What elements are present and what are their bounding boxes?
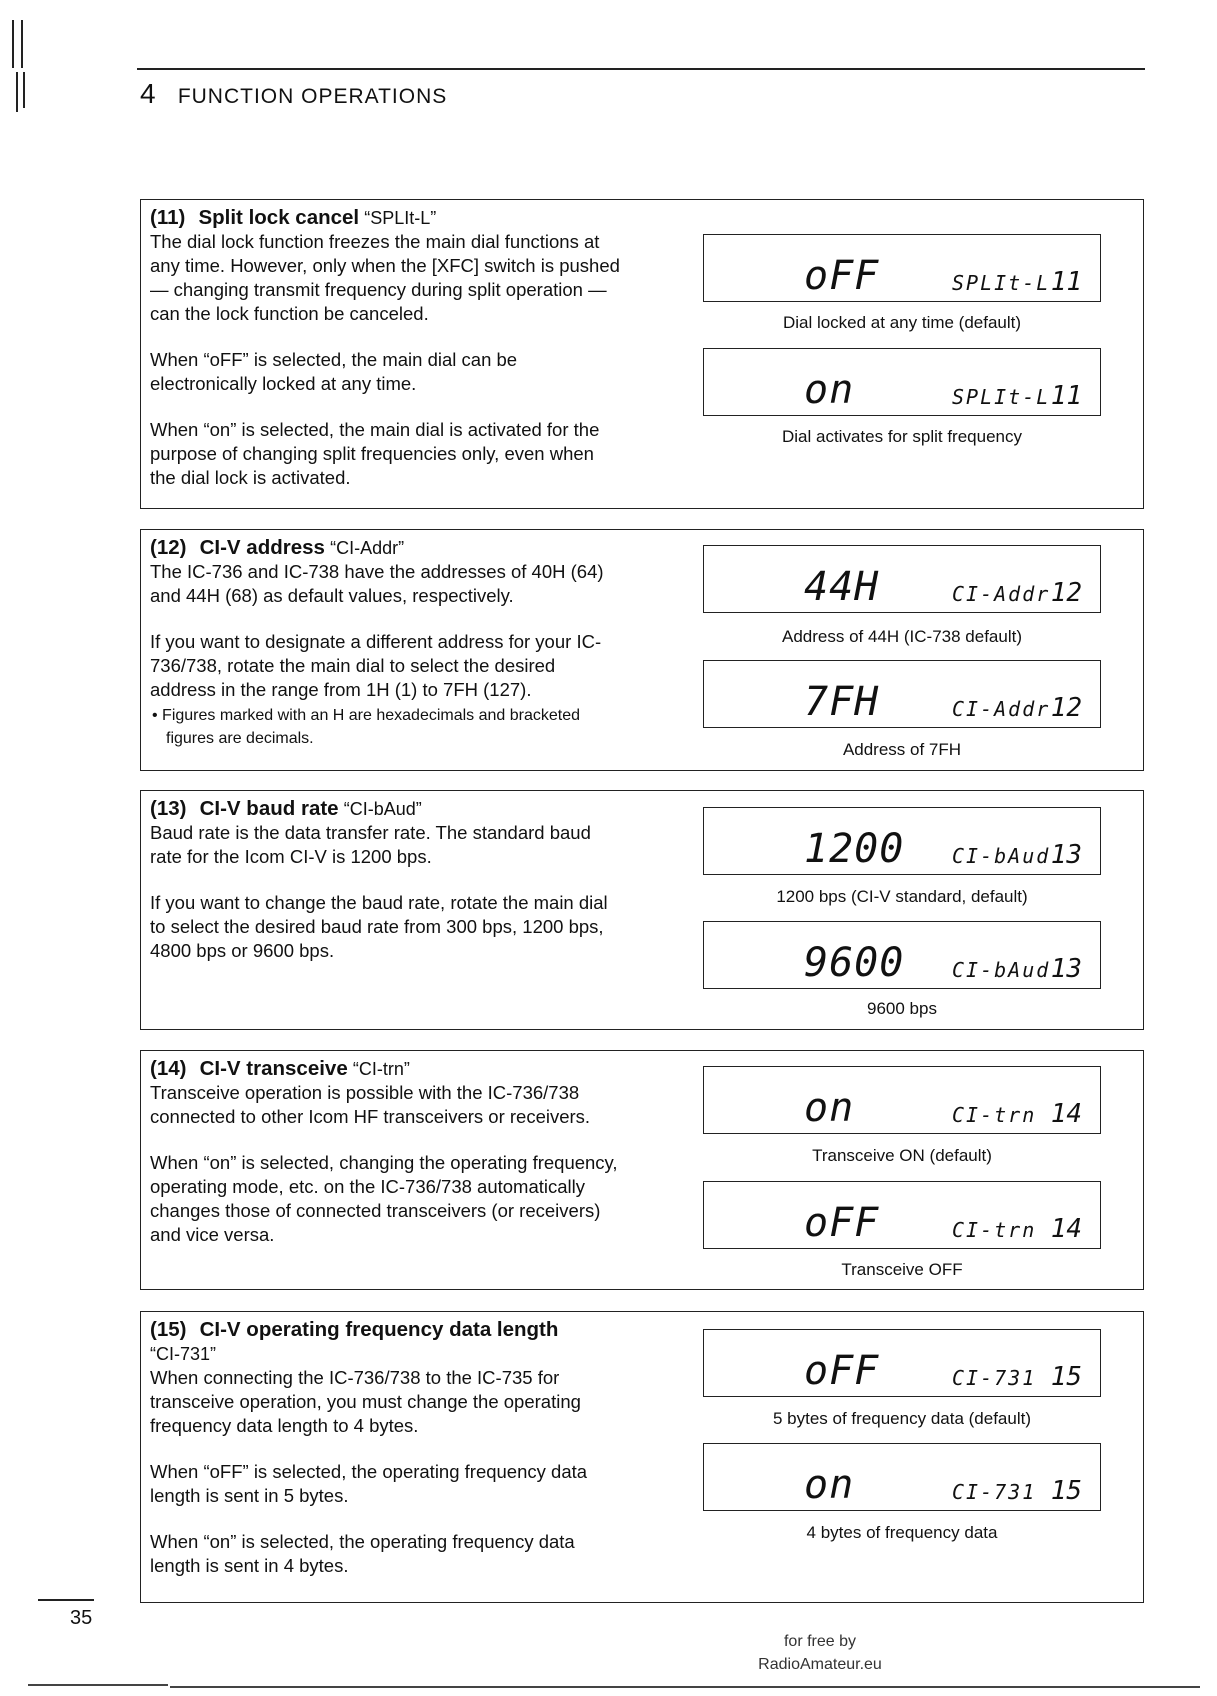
paragraph: If you want to designate a different address for your IC-736/738, rotate the main dial to select the desired address in the range from 1H (1) to 7FH (127). xyxy=(150,631,602,700)
section-heading: (12) xyxy=(150,536,187,559)
section-title-text: CI-V transceive xyxy=(199,1057,348,1080)
section-title-text: CI-V operating frequency data length xyxy=(199,1318,559,1341)
lcd-item-number: 15 xyxy=(1050,1362,1082,1392)
paragraph: When “on” is selected, changing the operating frequency, operating mode, etc. on the IC-736/738 automatically changes those of connected transceivers (or receivers) and vice versa. xyxy=(150,1152,618,1245)
lcd-label: CI-bAud xyxy=(952,844,1051,868)
lcd-display xyxy=(703,545,1101,613)
section-heading: (15) xyxy=(150,1318,187,1341)
lcd-label: CI-731 xyxy=(952,1480,1037,1504)
paragraph: When “on” is selected, the operating frequency data length is sent in 4 bytes. xyxy=(150,1531,575,1576)
binder-mark xyxy=(21,20,23,68)
chapter-title: FUNCTION OPERATIONS xyxy=(177,85,448,108)
lcd-item-number: 15 xyxy=(1050,1476,1082,1506)
paragraph: If you want to change the baud rate, rotate the main dial to select the desired baud rate from 300 bps, 1200 bps, 4800 bps or 9600 bps. xyxy=(150,892,608,961)
section-civ-data-length xyxy=(140,1311,1144,1603)
lcd-item-number: 12 xyxy=(1050,693,1082,723)
lcd-item-number: 14 xyxy=(1050,1214,1082,1244)
lcd-value: 7FH xyxy=(804,679,880,725)
section-text xyxy=(150,1057,620,1269)
lcd-display xyxy=(703,1329,1101,1397)
section-title-text: CI-V address xyxy=(199,536,325,559)
lcd-caption: Address of 44H (IC-738 default) xyxy=(781,627,1022,646)
lcd-label: CI-731 xyxy=(952,1366,1037,1390)
lcd-label: SPLIt-L xyxy=(952,385,1051,409)
lcd-caption: Dial activates for split frequency xyxy=(782,427,1022,446)
section-text xyxy=(150,1318,620,1600)
lcd-display xyxy=(703,1181,1101,1249)
section-split-lock-cancel xyxy=(140,199,1144,509)
section-title-text: Split lock cancel xyxy=(198,206,360,229)
page-number-rule xyxy=(38,1599,94,1601)
bottom-rule xyxy=(170,1686,1200,1688)
section-code: “CI-Addr” xyxy=(330,538,405,558)
section-code: “SPLIt-L” xyxy=(364,208,437,228)
section-title xyxy=(150,1318,570,1366)
section-text xyxy=(150,797,620,985)
paragraph: When “oFF” is selected, the operating frequency data length is sent in 5 bytes. xyxy=(150,1461,588,1506)
paragraph: Baud rate is the data transfer rate. The standard baud rate for the Icom CI-V is 1200 bps. xyxy=(150,822,591,867)
lcd-display xyxy=(703,348,1101,416)
lcd-value: on xyxy=(804,367,855,413)
lcd-label: CI-bAud xyxy=(952,958,1051,982)
lcd-item-number: 13 xyxy=(1050,954,1082,984)
paragraph: When connecting the IC-736/738 to the IC-735 for transceive operation, you must change the operating frequency data length to 4 bytes. xyxy=(150,1367,581,1436)
paragraph: The IC-736 and IC-738 have the addresses of 40H (64) and 44H (68) as default values, respectively. xyxy=(150,561,604,606)
section-code: “CI-trn” xyxy=(352,1059,410,1079)
section-title-text: CI-V baud rate xyxy=(199,797,339,820)
lcd-item-number: 14 xyxy=(1050,1099,1082,1129)
paragraph: When “oFF” is selected, the main dial can be electronically locked at any time. xyxy=(150,349,518,394)
section-code: “CI-731” xyxy=(150,1344,217,1364)
lcd-caption: Transceive ON (default) xyxy=(812,1146,992,1165)
section-heading: (13) xyxy=(150,797,187,820)
chapter-header xyxy=(140,78,447,110)
lcd-display xyxy=(703,660,1101,728)
lcd-caption: Address of 7FH xyxy=(842,740,962,759)
lcd-item-number: 13 xyxy=(1050,840,1082,870)
binder-mark xyxy=(12,20,14,68)
section-civ-transceive xyxy=(140,1050,1144,1290)
bottom-rule xyxy=(28,1684,168,1686)
lcd-value: oFF xyxy=(804,253,880,299)
lcd-display xyxy=(703,1443,1101,1511)
footer-credit-line2: RadioAmateur.eu xyxy=(758,1656,882,1673)
section-title xyxy=(150,797,620,821)
lcd-value: 44H xyxy=(804,564,880,610)
lcd-caption: Transceive OFF xyxy=(841,1260,963,1279)
lcd-value: oFF xyxy=(804,1348,880,1394)
lcd-item-number: 11 xyxy=(1050,267,1082,297)
page-number: 35 xyxy=(70,1607,93,1629)
lcd-value: oFF xyxy=(804,1200,880,1246)
lcd-label: SPLIt-L xyxy=(952,271,1051,295)
lcd-caption: Dial locked at any time (default) xyxy=(782,313,1022,332)
section-civ-baud-rate xyxy=(140,790,1144,1030)
lcd-value: 9600 xyxy=(804,940,905,986)
lcd-value: on xyxy=(804,1085,855,1131)
lcd-display xyxy=(703,1066,1101,1134)
section-heading: (11) xyxy=(150,206,186,229)
lcd-display xyxy=(703,921,1101,989)
footer-credit-line1: for free by xyxy=(783,1633,857,1650)
lcd-display xyxy=(703,807,1101,875)
lcd-caption: 5 bytes of frequency data (default) xyxy=(773,1409,1031,1428)
lcd-caption: 9600 bps xyxy=(867,999,937,1018)
section-civ-address xyxy=(140,529,1144,771)
lcd-caption: 4 bytes of frequency data xyxy=(806,1523,998,1542)
lcd-display xyxy=(703,234,1101,302)
paragraph: Transceive operation is possible with the IC-736/738 connected to other Icom HF transceivers or receivers. xyxy=(150,1082,591,1127)
paragraph: When “on” is selected, the main dial is activated for the purpose of changing split frequencies only, even when the dial lock is activated. xyxy=(150,419,600,488)
lcd-caption: 1200 bps (CI-V standard, default) xyxy=(776,887,1028,906)
chapter-number: 4 xyxy=(140,78,157,109)
section-text xyxy=(150,206,620,512)
binder-mark xyxy=(23,72,25,108)
header-rule xyxy=(137,68,1145,70)
section-code: “CI-bAud” xyxy=(343,799,422,819)
section-title xyxy=(150,536,620,560)
lcd-value: 1200 xyxy=(804,826,905,872)
section-title xyxy=(150,206,620,230)
lcd-label: CI-Addr xyxy=(952,582,1051,606)
section-text xyxy=(150,536,620,750)
lcd-label: CI-trn xyxy=(952,1103,1037,1127)
section-heading: (14) xyxy=(150,1057,187,1080)
paragraph: The dial lock function freezes the main dial functions at any time. However, only when the [XFC] switch is pushed — changing transmit frequency during split operation — can the lock function be canceled. xyxy=(150,231,620,324)
lcd-value: on xyxy=(804,1462,855,1508)
lcd-label: CI-trn xyxy=(952,1218,1037,1242)
lcd-item-number: 12 xyxy=(1050,578,1082,608)
lcd-item-number: 11 xyxy=(1050,381,1082,411)
note: • Figures marked with an H are hexadecimals and bracketed figures are decimals. xyxy=(152,707,581,747)
binder-mark xyxy=(16,72,18,112)
section-title xyxy=(150,1057,620,1081)
lcd-label: CI-Addr xyxy=(952,697,1051,721)
